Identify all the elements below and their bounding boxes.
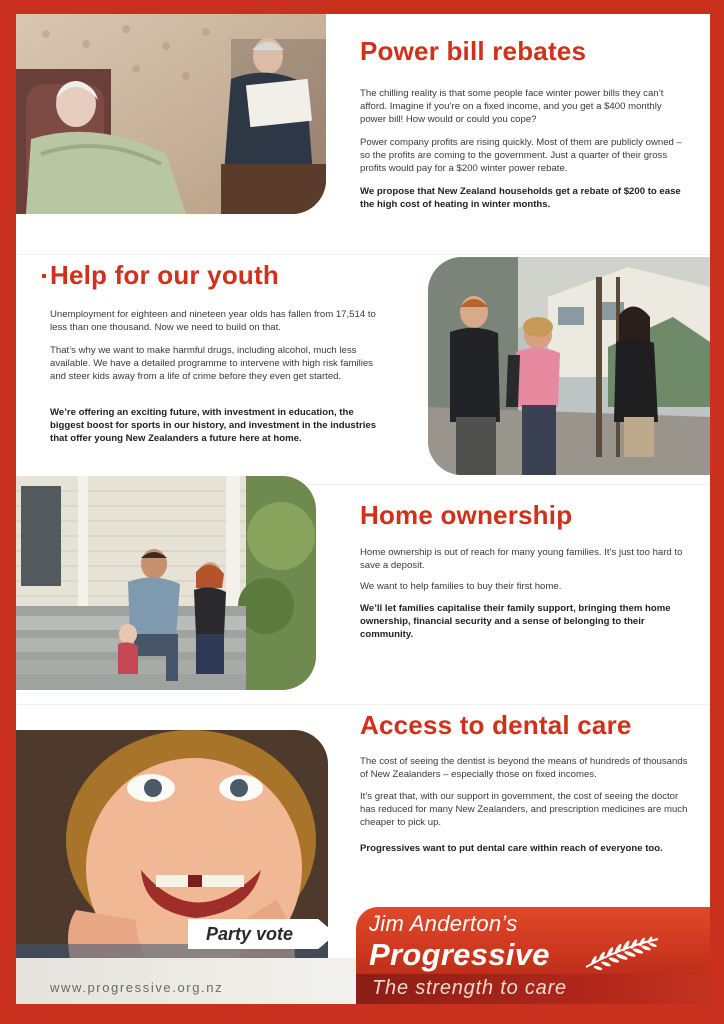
youth-paragraph-2: That’s why we want to make harmful drugs, including alcohol, much less available. We have a detailed programme to intervene with high risk families and steer kids away from a life of crime before they even get started. (50, 345, 373, 383)
youth-heading: Help for our youth (50, 260, 279, 290)
power-bill-heading: Power bill rebates (360, 36, 587, 66)
photo-family-porch (16, 476, 316, 690)
fold-line (16, 254, 710, 255)
home-ownership-commitment: We’ll let families capitalise their family support, bringing them home ownership, financial security and a sense of belonging to their community. (360, 603, 671, 641)
home-ownership-heading: Home ownership (360, 500, 573, 530)
dental-care-paragraph-2: It’s great that, with our support in government, the cost of seeing the doctor has reduced for many New Zealanders, and prescription medicines are much cheaper to pick up. (360, 791, 688, 829)
accent-square-icon (42, 274, 46, 278)
power-bill-proposal: We propose that New Zealand households get a rebate of $200 to ease the high cost of heating in winter months. (360, 186, 681, 211)
brand-name-line-1: Jim Anderton’s (369, 911, 518, 936)
youth-paragraph-1: Unemployment for eighteen and nineteen year olds has fallen from 17,514 to less than one thousand. Now we need to build on that. (50, 309, 376, 334)
youth-commitment: We’re offering an exciting future, with investment in education, the biggest boost for sports in our history, and investment in the industries that offer young New Zealanders a future here at home. (50, 407, 377, 445)
photo-elderly-couple (16, 14, 326, 214)
fold-line (16, 704, 710, 705)
photo-young-people-street (428, 257, 710, 475)
flyer-content (16, 14, 710, 1004)
home-ownership-paragraph-1: Home ownership is out of reach for many young families. It’s just too hard to save a deposit. (360, 547, 683, 572)
party-vote-label: Party vote (206, 924, 294, 944)
website-url[interactable]: www.progressive.org.nz (50, 980, 224, 995)
power-bill-paragraph-2: Power company profits are rising quickly. Most of them are publicly owned – so the profits are coming to the government. Just a quarter of their gross profits would pay for a $200 winter power rebate. (360, 137, 682, 175)
brand-name-line-2: Progressive (369, 937, 550, 972)
brand-tagline: The strength to care (372, 977, 567, 999)
dental-care-heading: Access to dental care (360, 710, 632, 740)
power-bill-paragraph-1: The chilling reality is that some people face winter power bills they can’t afford. Imagine if you’re on a fixed income, and you get a $400 monthly power bill! How would or could you cope? (360, 88, 664, 126)
dental-care-paragraph-1: The cost of seeing the dentist is beyond the means of hundreds of thousands of New Zealanders – especially those on fixed incomes. (360, 756, 688, 781)
silver-fern-icon (584, 933, 660, 977)
home-ownership-paragraph-2: We want to help families to buy their first home. (360, 581, 562, 592)
dental-care-commitment: Progressives want to put dental care within reach of everyone too. (360, 843, 663, 854)
